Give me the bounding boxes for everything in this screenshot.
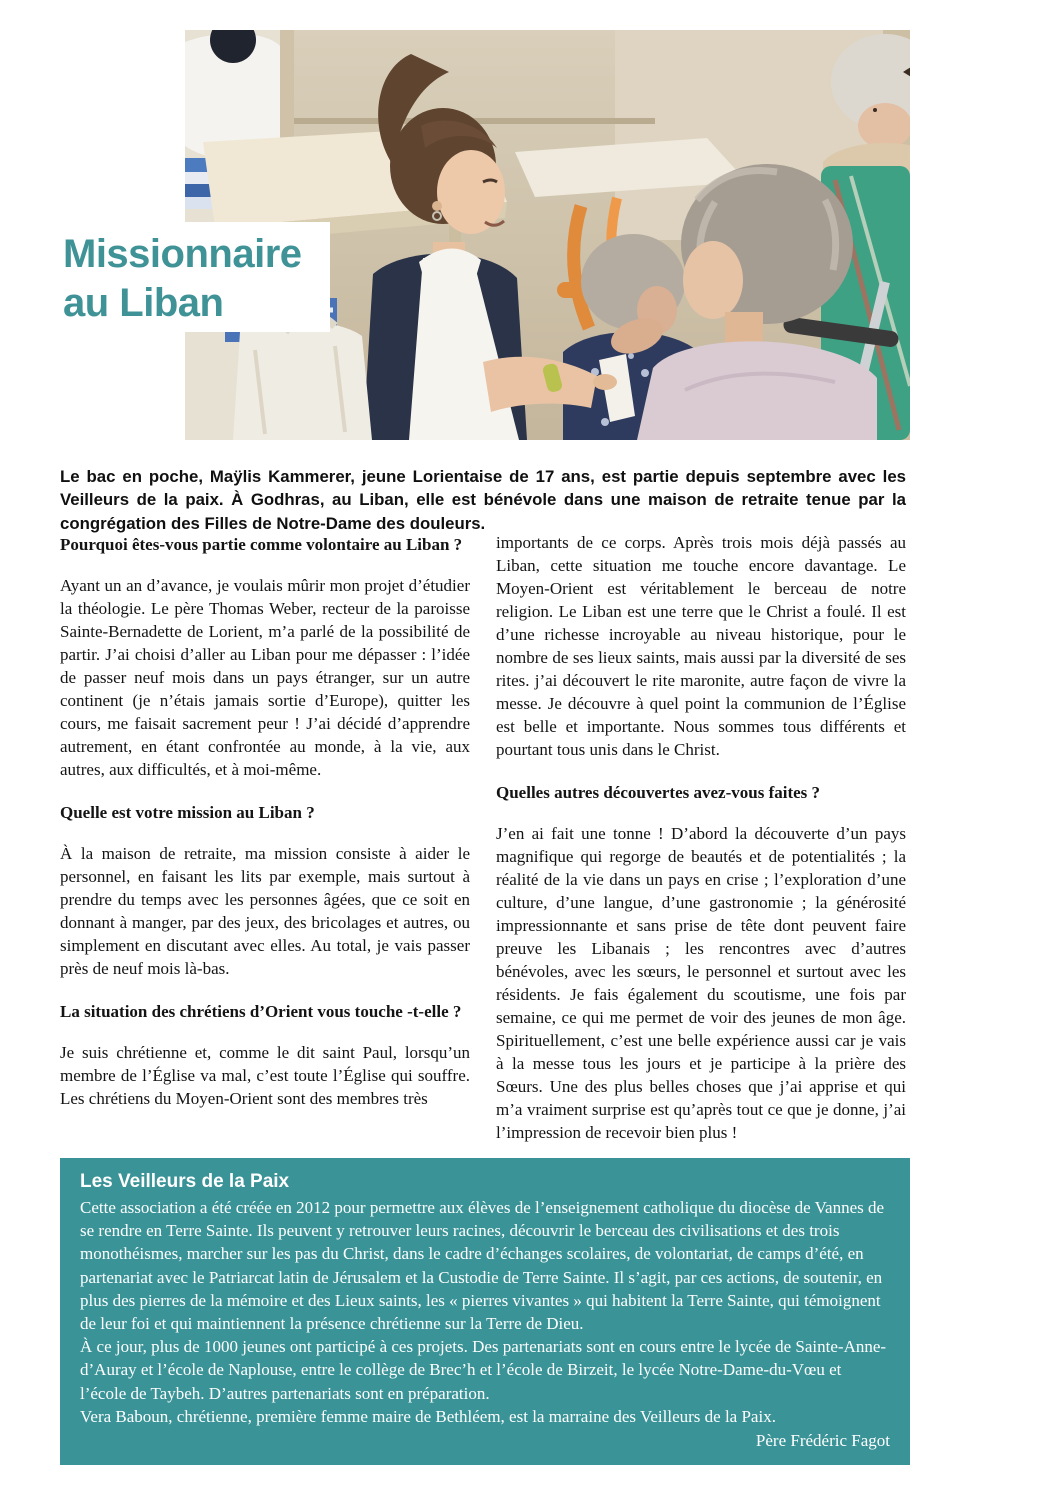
article-standfirst: Le bac en poche, Maÿlis Kammerer, jeune Lorientaise de 17 ans, est partie depuis septembre avec les Veilleurs de la paix. À Godhras, au Liban, elle est bénévole dans une maison de retraite tenue par la congrégation des Filles de Notre-Dame des douleurs.: [60, 466, 906, 533]
infobox-paragraph: Cette association a été créée en 2012 pour permettre aux élèves de l’enseignement catholique du diocèse de Vannes de se rendre en Terre Sainte. Ils peuvent y retrouver leurs racines, découvrir le berceau des civilisations et des trois monothéismes, marcher sur les pas du Christ, dans le cadre d’échanges scolaires, de volontariat, de camps d’été, en partenariat avec le Patriarcat latin de Jérusalem et la Custodie de Terre Sainte. Il s’agit, par ces actions, de soutenir, en plus des pierres de la mémoire et des Lieux saints, les « pierres vivantes » qui habitent la Terre Sainte, qui témoignent de leur foi et qui maintiennent la présence chrétienne sur la Terre de Dieu.: [80, 1198, 885, 1334]
article-column-right: [496, 531, 906, 1144]
interview-answer: À la maison de retraite, ma mission consiste à aider le personnel, en faisant les lits par exemple, mais surtout à prendre du temps avec les personnes âgées, que ce soit en donnant à manger, par des jeux, des bricolages et autres, ou simplement en discutant avec elles. Au total, je vais passer près de neuf mois là-bas.: [60, 844, 470, 978]
interview-question: Quelles autres découvertes avez-vous faites ?: [496, 783, 821, 802]
infobox-paragraph: À ce jour, plus de 1000 jeunes ont participé à ces projets. Des partenariats sont en cours entre le lycée de Sainte-Anne-d’Auray et l’école de Naplouse, entre le collège de Brec’h et l’école de Birzeit, le lycée Notre-Dame-du-Vœu et l’école de Taybeh. D’autres partenariats sont en préparation.: [80, 1337, 887, 1403]
interview-answer: J’en ai fait une tonne ! D’abord la découverte d’un pays magnifique qui regorge de beautés et de potentialités ; la réalité de la vie dans un pays en crise ; l’exploration d’une culture, d’une langue, d’une gastronomie ; la générosité impressionnante et sans prise de tête dont peuvent faire preuve les Libanais ; les rencontres avec d’autres bénévoles, avec les sœurs, le personnel et surtout avec les résidents. Je fais également du scoutisme, une fois par semaine, ce qui me permet de voir des jeunes de mon âge. Spirituellement, c’est une belle expérience aussi car je vais à la messe tous les jours et je participe à la prière des Sœurs. Une des plus belles choses que j’ai apprise et qui m’a vraiment surprise est qu’après tout ce que je donne, j’ai l’impression de recevoir bien plus !: [496, 824, 906, 1142]
article-title-line-2: au Liban: [63, 281, 224, 325]
article-column-left: [60, 531, 470, 1144]
interview-answer: importants de ce corps. Après trois mois déjà passés au Liban, cette situation me touche encore davantage. Le Moyen-Orient est véritablement le berceau de notre religion. Le Liban est une terre que le Christ a foulé. Il est d’une richesse incroyable au niveau historique, pour le nombre de ses lieux saints, mais aussi par la diversité de ses rites. j’ai découvert le rite maronite, autre façon de vivre la messe. Je découvre à quel point la communion de l’Église est belle et importante. Nous sommes tous différents et pourtant tous unis dans le Christ.: [496, 533, 906, 759]
interview-question: Pourquoi êtes-vous partie comme volontaire au Liban ?: [60, 535, 463, 554]
interview-question: La situation des chrétiens d’Orient vous touche -t-elle ?: [60, 1002, 462, 1021]
article-title-line-1: Missionnaire: [63, 232, 302, 276]
veilleurs-infobox: [60, 1158, 910, 1465]
infobox-paragraph: Vera Baboun, chrétienne, première femme maire de Bethléem, est la marraine des Veilleurs de la Paix.: [80, 1406, 776, 1426]
infobox-signature: Père Frédéric Fagot: [755, 1431, 890, 1451]
interview-question: Quelle est votre mission au Liban ?: [60, 803, 315, 822]
interview-answer: Ayant un an d’avance, je voulais mûrir mon projet d’étudier la théologie. Le père Thomas Weber, recteur de la paroisse Sainte-Bernadette de Lorient, m’a parlé de la possibilité de partir. J’ai choisi d’aller au Liban pour me dépasser : l’idée de passer neuf mois dans un pays étranger, sur un autre continent (je n’étais jamais sortie d’Europe), quitter les cours, me faisait sacrement peur ! J’ai décidé d’apprendre autrement, en étant confrontée au monde, à la vie, aux autres, aux difficultés, et à moi-même.: [60, 576, 470, 779]
article-title-box: [40, 222, 330, 332]
interview-answer: Je suis chrétienne et, comme le dit saint Paul, lorsqu’un membre de l’Église va mal, c’est toute l’Église qui souffre. Les chrétiens du Moyen-Orient sont des membres très: [60, 1043, 470, 1108]
article-body: [60, 531, 906, 1144]
infobox-title: Les Veilleurs de la Paix: [80, 1171, 290, 1192]
